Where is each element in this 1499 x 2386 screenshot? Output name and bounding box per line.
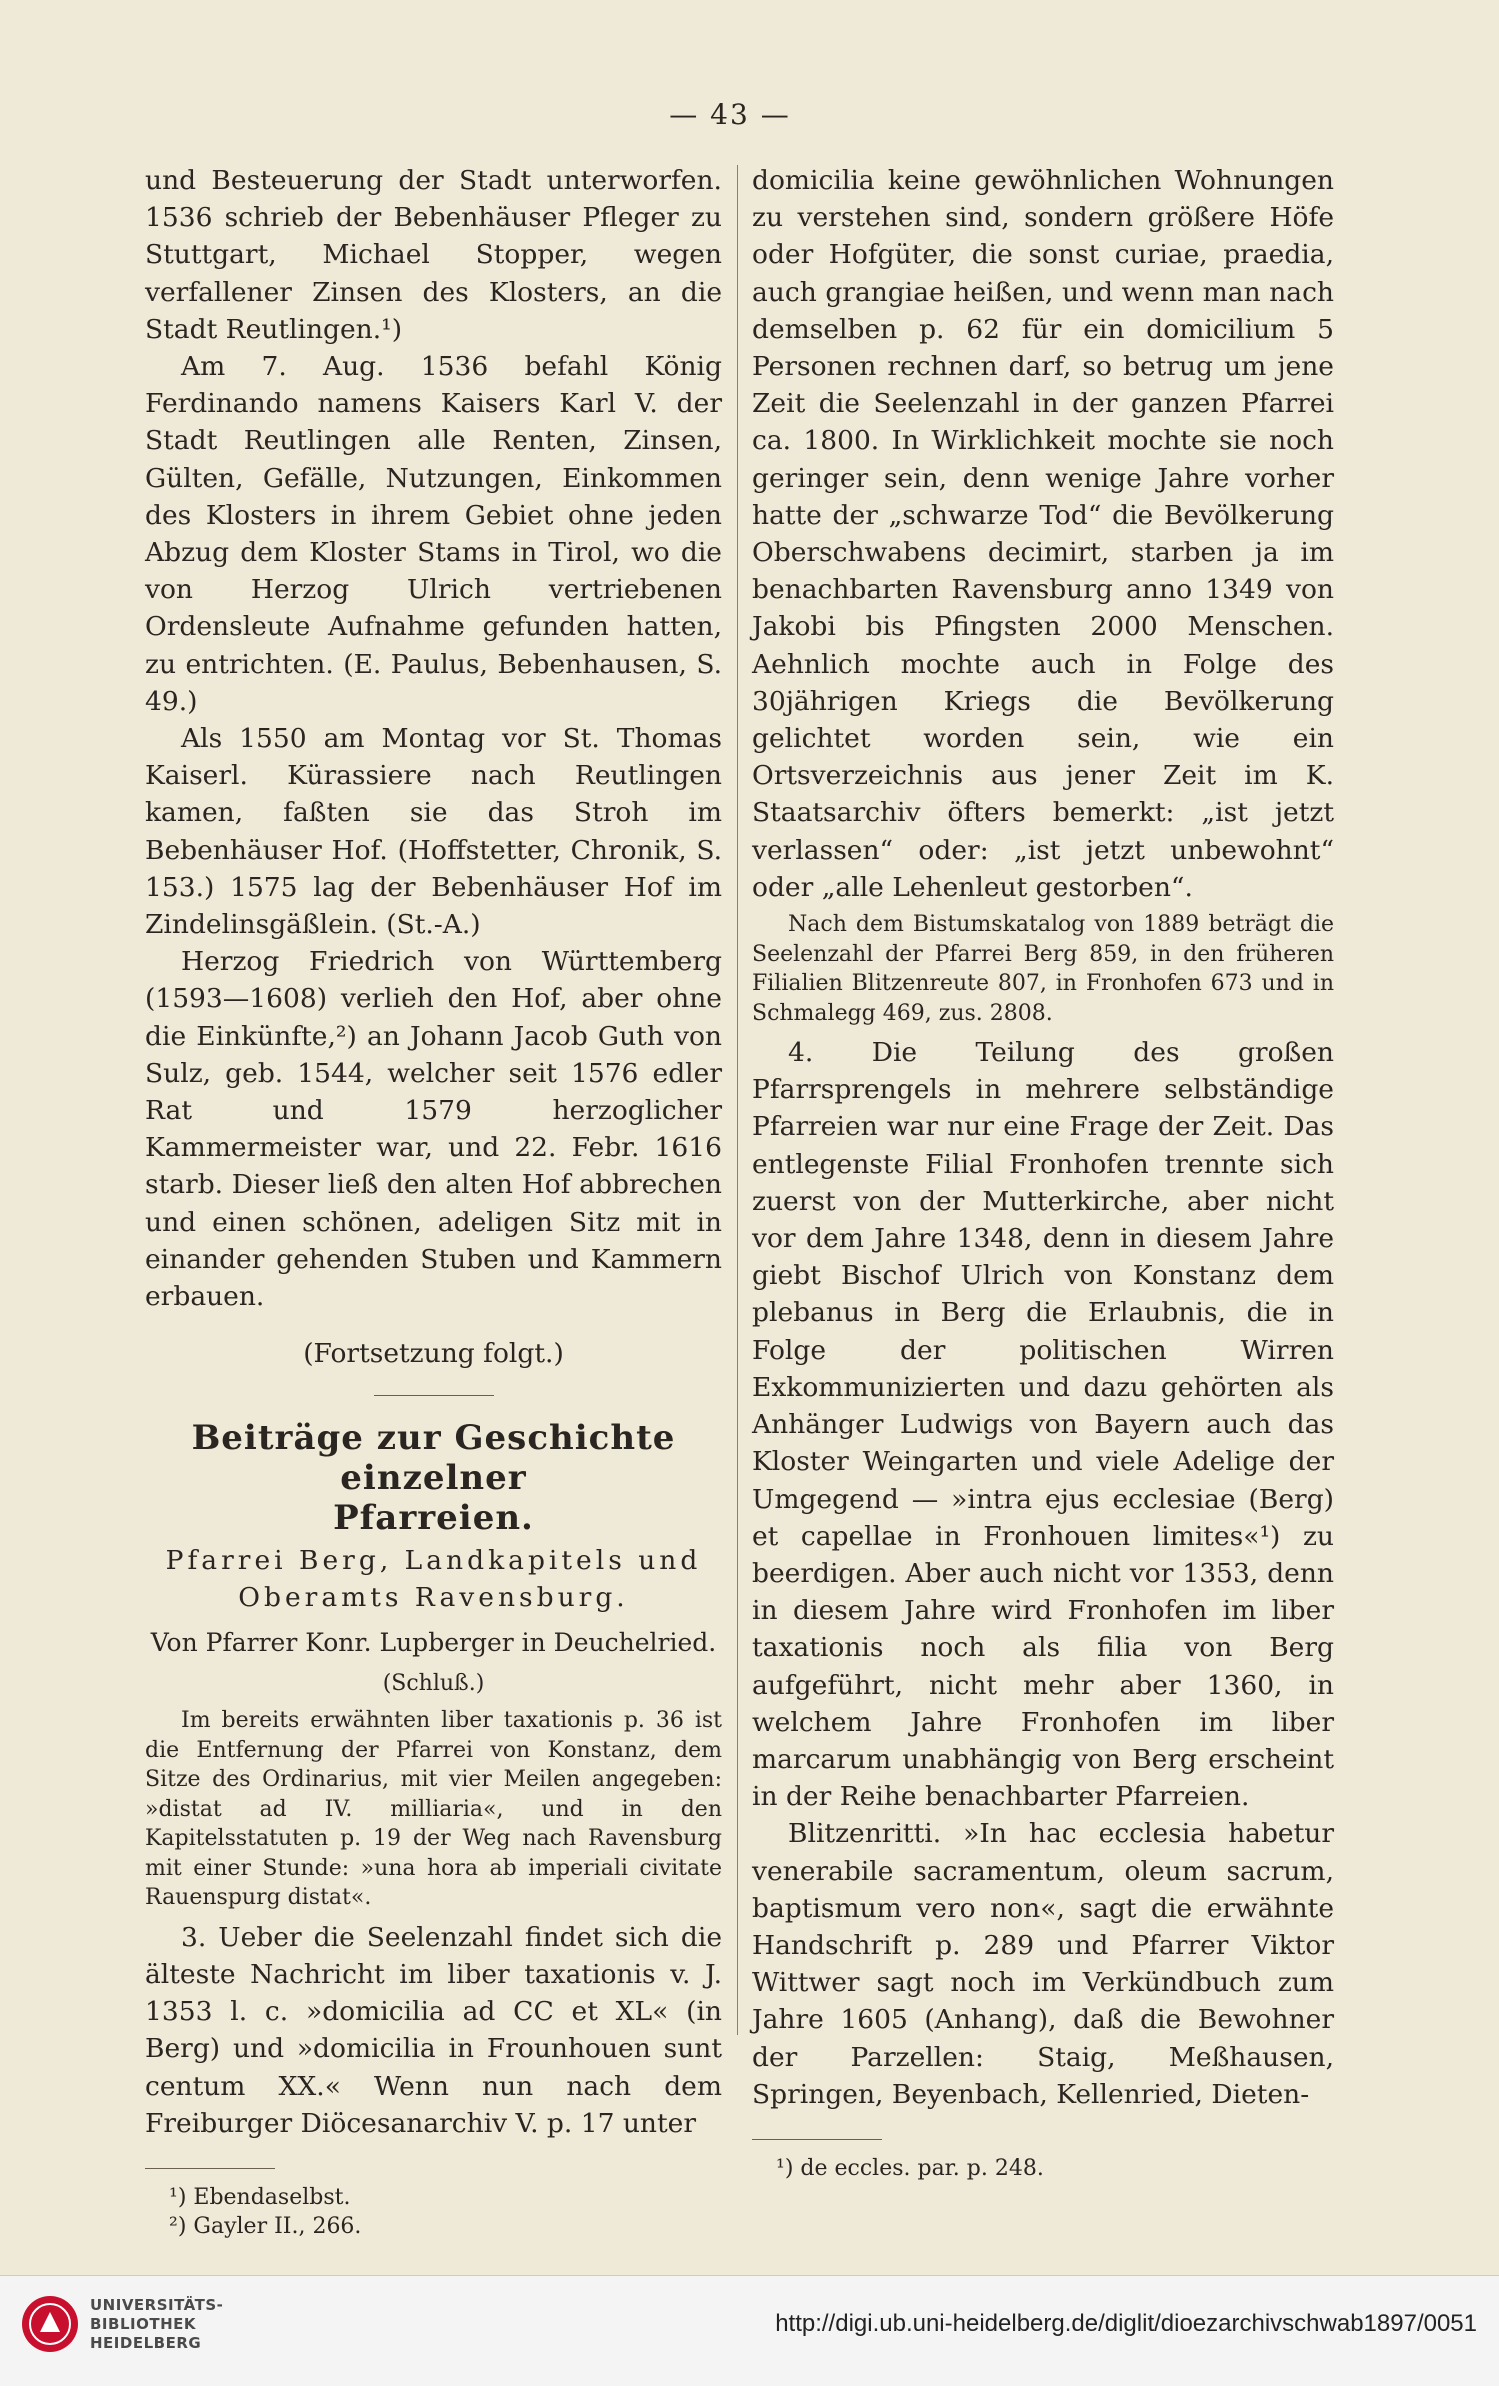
subheading-line: Oberamts Ravensburg.	[238, 1581, 629, 1613]
paragraph: Als 1550 am Montag vor St. Thomas Kaiserl. Kürassiere nach Reutlingen kamen, faßten sie das Stroh im Bebenhäuser Hof. (Hoffstetter, Chronik, S. 153.) 1575 lag der Bebenhäuser Hof im Zindelinsgäßlein. (St.-A.)	[145, 723, 722, 941]
paragraph: und Besteuerung der Stadt unterworfen. 1536 schrieb der Bebenhäuser Pfleger zu Stuttgart, Michael Stopper, wegen verfallener Zinsen des Klosters, an die Stadt Reutlingen.¹)	[145, 165, 722, 345]
section-separator	[374, 1395, 494, 1396]
column-divider	[737, 165, 738, 2035]
small-paragraph: Im bereits erwähnten liber taxationis p. 36 ist die Entfernung der Pfarrei von Konstanz, dem Sitze des Ordinarius, mit vier Meilen angegeben: »distat ad IV. milliaria«, und in den Kapitelsstatuten p. 19 der Weg nach Ravensburg mit einer Stunde: »una hora ab imperiali civitate Rauenspurg distat«.	[145, 1708, 722, 1911]
subheading-line: Pfarrei Berg, Landkapitels und	[165, 1544, 702, 1576]
logo-line: HEIDELBERG	[90, 2334, 202, 2352]
conclusion-note: (Schluß.)	[382, 1671, 485, 1697]
continuation-note: (Fortsetzung folgt.)	[303, 1338, 564, 1370]
paragraph: domicilia keine gewöhnlichen Wohnungen zu verstehen sind, sondern größere Höfe oder Hofgüter, die sonst curiae, praedia, auch grangiae heißen, und wenn man nach demselben p. 62 für ein domicilium 5 Personen rechnen darf, so betrug um jene Zeit die Seelenzahl in der ganzen Pfarrei ca. 1800. In Wirklichkeit mochte sie noch geringer sein, denn wenige Jahre vorher hatte der „schwarze Tod“ die Bevölkerung Oberschwabens decimirt, starben ja im benachbarten Ravensburg anno 1349 von Jakobi bis Pfingsten 2000 Menschen. Aehnlich mochte auch in Folge des 30jährigen Kriegs die Bevölkerung gelichtet worden sein, wie ein Ortsverzeichnis aus jener Zeit im K. Staatsarchiv öfters bemerkt: „ist jetzt verlassen“ oder: „ist jetzt unbewohnt“ oder „alle Lehenleut gestorben“.	[752, 165, 1334, 903]
left-column	[145, 162, 722, 2241]
paragraph: Blitzenritti. »In hac ecclesia habetur venerabile sacramentum, oleum sacrum, baptismum vero non«, sagt die erwähnte Handschrift p. 289 und Pfarrer Viktor Wittwer sagt noch im Verkündbuch zum Jahre 1605 (Anhang), daß die Bewohner der Parzellen: Staig, Meßhausen, Springen, Beyenbach, Kellenried, Dieten-	[752, 1818, 1334, 2110]
source-url-link[interactable]: http://digi.ub.uni-heidelberg.de/diglit/dioezarchivschwab1897/0051	[775, 2310, 1477, 2337]
page-number: — 43 —	[669, 98, 791, 131]
footnote: ¹) de eccles. par. p. 248.	[776, 2155, 1044, 2181]
section-subheading	[145, 1542, 722, 1616]
footnote: ¹) Ebendaselbst.	[169, 2185, 351, 2211]
author-byline: Von Pfarrer Konr. Lupberger in Deuchelried.	[150, 1627, 717, 1657]
library-logo-text	[90, 2296, 223, 2353]
footer-bar	[0, 2275, 1499, 2386]
paragraph: 4. Die Teilung des großen Pfarrsprengels in mehrere selbständige Pfarreien war nur eine Frage der Zeit. Das entlegenste Filial Fronhofen trennte sich zuerst von der Mutterkirche, aber nicht vor dem Jahre 1348, denn in diesem Jahre giebt Bischof Ulrich von Konstanz dem plebanus in Berg die Erlaubnis, die in Folge der politischen Wirren Exkommunizierten und dazu gehörten als Anhänger Ludwigs von Bayern auch das Kloster Weingarten und viele Adelige der Umgegend — »intra ejus ecclesiae (Berg) et capellae in Fronhouen limites«¹) zu beerdigen. Aber auch nicht vor 1353, denn in diesem Jahre wird Fronhofen im liber taxationis noch als filia von Berg aufgeführt, nicht mehr aber 1360, in welchem Jahre Fronhofen im liber marcarum unabhängig von Berg erscheint in der Reihe benachbarter Pfarreien.	[752, 1037, 1334, 1813]
paragraph: Am 7. Aug. 1536 befahl König Ferdinando namens Kaisers Karl V. der Stadt Reutlingen alle Renten, Zinsen, Gülten, Gefälle, Nutzungen, Einkommen des Klosters in ihrem Gebiet ohne jeden Abzug dem Kloster Stams in Tirol, wo die von Herzog Ulrich vertriebenen Ordensleute Aufnahme gefunden hatten, zu entrichten. (E. Paulus, Bebenhausen, S. 49.)	[145, 351, 722, 717]
logo-line: UNIVERSITÄTS-	[90, 2296, 224, 2314]
logo-line: BIBLIOTHEK	[90, 2315, 196, 2333]
footnote: ²) Gayler II., 266.	[169, 2214, 362, 2240]
footnote-rule	[145, 2168, 275, 2169]
footnote-rule	[752, 2139, 882, 2140]
heading-line: Beiträge zur Geschichte einzelner	[191, 1417, 676, 1498]
heading-line: Pfarreien.	[333, 1497, 534, 1538]
small-paragraph: Nach dem Bistumskatalog von 1889 beträgt die Seelenzahl der Pfarrei Berg 859, in den früheren Filialien Blitzenreute 807, in Fronhofen 673 und in Schmalegg 469, zus. 2808.	[752, 912, 1334, 1026]
right-column	[752, 162, 1334, 2183]
paragraph: 3. Ueber die Seelenzahl findet sich die älteste Nachricht im liber taxationis v. J. 1353 l. c. »domicilia ad CC et XL« (in Berg) und »domicilia in Frounhouen sunt centum XX.« Wenn nun nach dem Freiburger Diöcesanarchiv V. p. 17 unter	[145, 1921, 722, 2139]
paragraph: Herzog Friedrich von Württemberg (1593—1608) verlieh den Hof, aber ohne die Einkünfte,²) an Johann Jacob Guth von Sulz, geb. 1544, welcher seit 1576 edler Rat und 1579 herzoglicher Kammermeister war, und 22. Febr. 1616 starb. Dieser ließ den alten Hof abbrechen und einen schönen, adeligen Sitz mit in einander gehenden Stuben und Kammern erbauen.	[145, 946, 722, 1313]
university-seal-icon	[20, 2294, 80, 2354]
section-heading	[145, 1418, 722, 1538]
